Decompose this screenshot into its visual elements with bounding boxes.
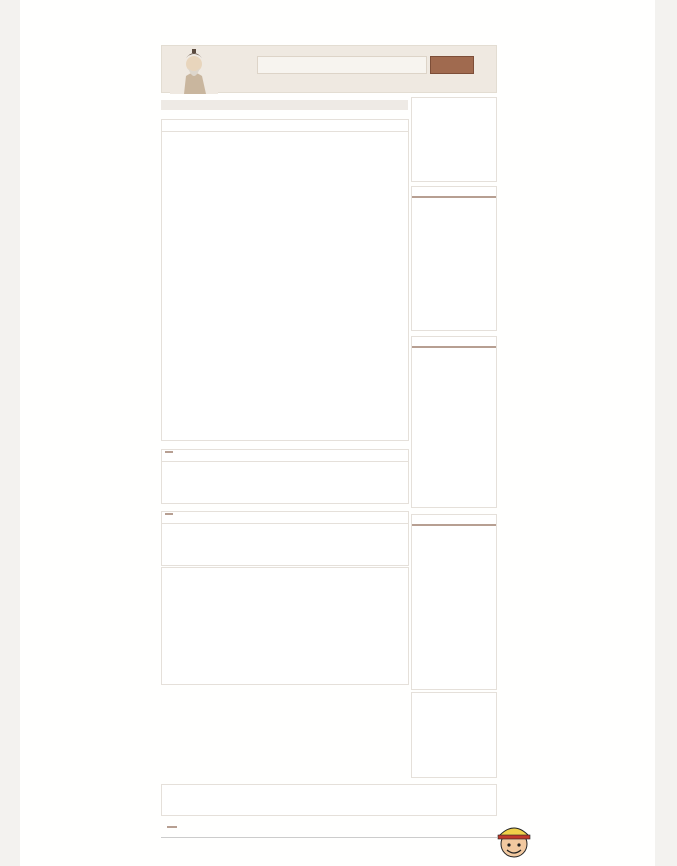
dream-search-input[interactable] [257, 56, 427, 74]
sex-dreams-box [411, 514, 497, 690]
jingcai-title [165, 451, 173, 453]
word-list-header [162, 120, 408, 132]
bottom-category-title [167, 826, 177, 828]
hot-dreams-box [411, 186, 497, 331]
breadcrumb [161, 100, 408, 110]
bottom-ad-box [161, 784, 497, 816]
sex-dreams-header [412, 515, 496, 526]
picture-dreams-header [412, 337, 496, 348]
side-ad4-box [411, 692, 497, 778]
site-logo [494, 818, 664, 862]
hot-dreams-header [412, 187, 496, 198]
hot-keywords [260, 80, 272, 85]
wenhua-box [161, 511, 409, 566]
side-ad1-box [411, 97, 497, 182]
picture-dreams-box [411, 336, 497, 508]
dream-search-panel [161, 45, 497, 93]
ad-d3-box [161, 567, 409, 685]
category-nav [161, 5, 497, 39]
jingcai-header [162, 450, 408, 462]
bottom-category-bar [161, 825, 497, 838]
word-list-box [161, 119, 409, 441]
wenhua-title [165, 513, 173, 515]
sage-illustration [170, 46, 218, 94]
wenhua-header [162, 512, 408, 524]
jingcai-box [161, 449, 409, 504]
dream-search-button[interactable] [430, 56, 474, 74]
